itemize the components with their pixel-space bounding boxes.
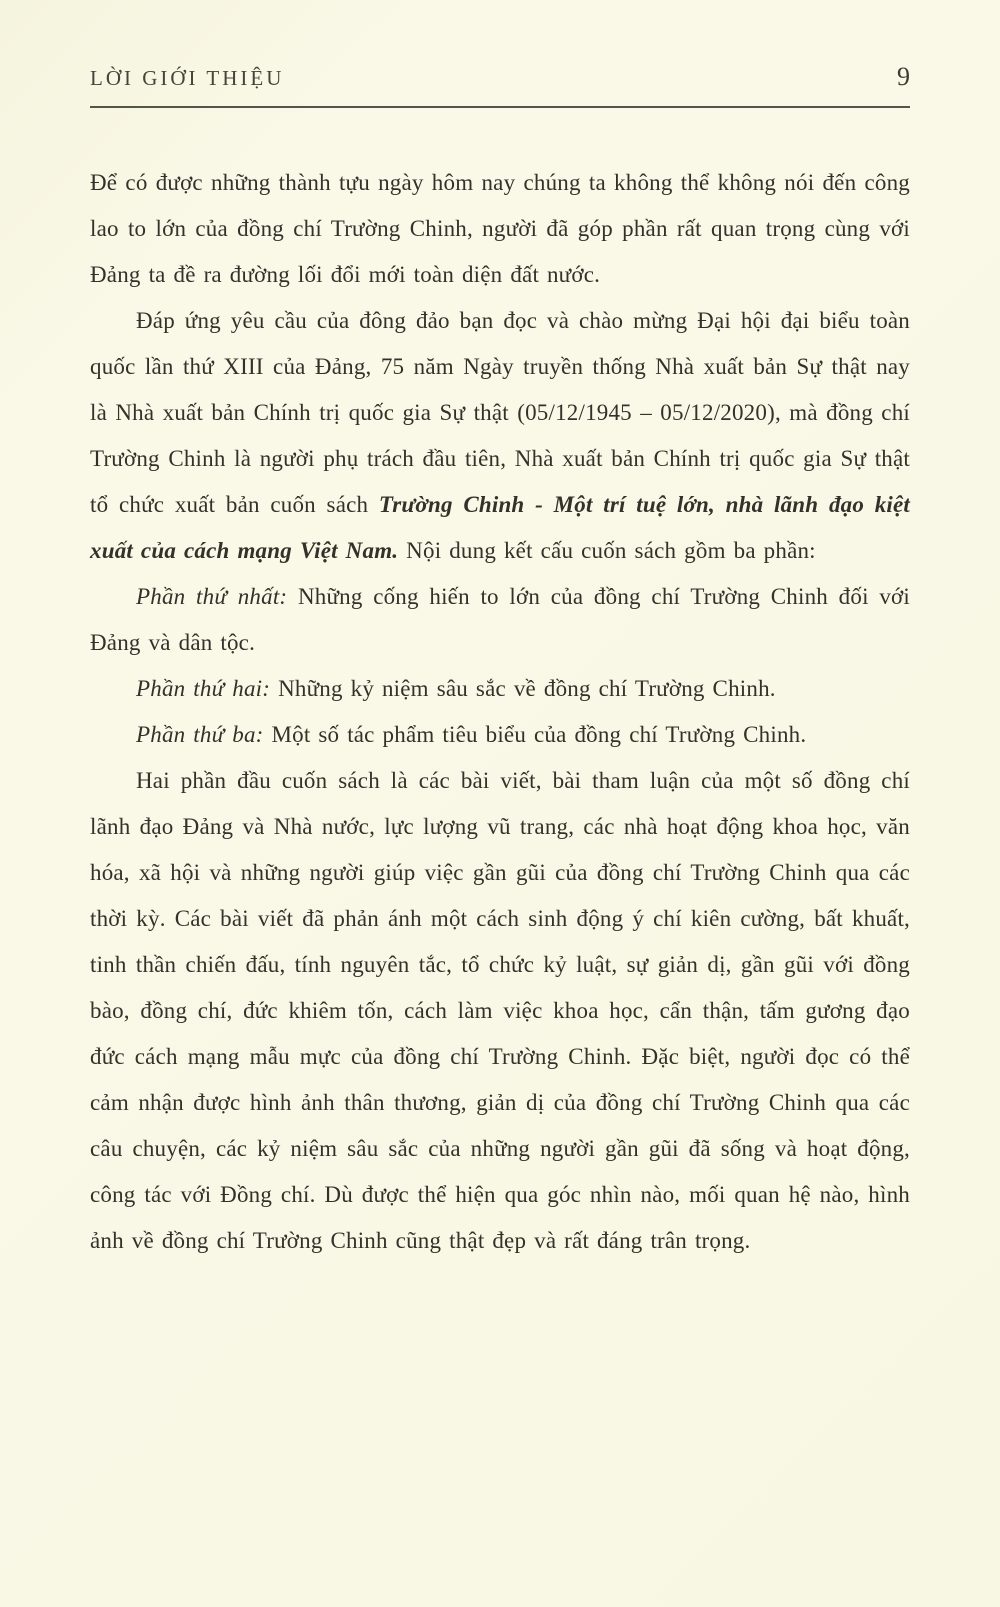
paragraph [90,160,910,298]
book-title-emphasis: Trường Chinh - Một trí tuệ lớn, nhà lãnh đạo kiệt xuất của cách mạng Việt Nam. [90,492,911,563]
paragraph [90,666,910,712]
body-text [90,160,910,1264]
chapter-title: LỜI GIỚI THIỆU [90,66,285,90]
page-number: 9 [897,62,910,91]
paragraph [90,574,910,666]
paragraph-text: Hai phần đầu cuốn sách là các bài viết, bài tham luận của một số đồng chí lãnh đạo Đảng và Nhà nước, lực lượng vũ trang, các nhà hoạt động khoa học, văn hóa, xã hội và những người giúp việc gần gũi của đồng chí Trường Chinh qua các thời kỳ. Các bài viết đã phản ánh một cách sinh động ý chí kiên cường, bất khuất, tinh thần chiến đấu, tính nguyên tắc, tổ chức kỷ luật, sự giản dị, gần gũi với đồng bào, đồng chí, đức khiêm tốn, cách làm việc khoa học, cẩn thận, tấm gương đạo đức cách mạng mẫu mực của đồng chí Trường Chinh. Đặc biệt, người đọc có thể cảm nhận được hình ảnh thân thương, giản dị của đồng chí Trường Chinh qua các câu chuyện, các kỷ niệm sâu sắc của những người gần gũi đã sống và hoạt động, công tác với Đồng chí. Dù được thể hiện qua góc nhìn nào, mối quan hệ nào, hình ảnh về đồng chí Trường Chinh cũng thật đẹp và rất đáng trân trọng. [90,768,910,1253]
paragraph [90,758,910,1264]
section-label: Phần thứ hai: [136,676,271,701]
paragraph [90,298,910,574]
paragraph-text: Nội dung kết cấu cuốn sách gồm ba phần: [398,538,816,563]
paragraph-text: Những kỷ niệm sâu sắc về đồng chí Trường Chinh. [270,676,776,701]
section-label: Phần thứ nhất: [136,584,288,609]
paragraph-text: Một số tác phẩm tiêu biểu của đồng chí Trường Chinh. [263,722,807,747]
header-divider [90,106,910,108]
paragraph-text: Đáp ứng yêu cầu của đông đảo bạn đọc và chào mừng Đại hội đại biểu toàn quốc lần thứ XIII của Đảng, 75 năm Ngày truyền thống Nhà xuất bản Sự thật nay là Nhà xuất bản Chính trị quốc gia Sự thật (05/12/1945 – 05/12/2020), mà đồng chí Trường Chinh là người phụ trách đầu tiên, Nhà xuất bản Chính trị quốc gia Sự thật tổ chức xuất bản cuốn sách [90,308,910,517]
paragraph-text: Để có được những thành tựu ngày hôm nay chúng ta không thể không nói đến công lao to lớn của đồng chí Trường Chinh, người đã góp phần rất quan trọng cùng với Đảng ta đề ra đường lối đổi mới toàn diện đất nước. [90,170,910,287]
paragraph-text: Những cống hiến to lớn của đồng chí Trường Chinh đối với Đảng và dân tộc. [90,584,910,655]
running-header [90,62,910,92]
section-label: Phần thứ ba: [136,722,264,747]
paragraph [90,712,910,758]
